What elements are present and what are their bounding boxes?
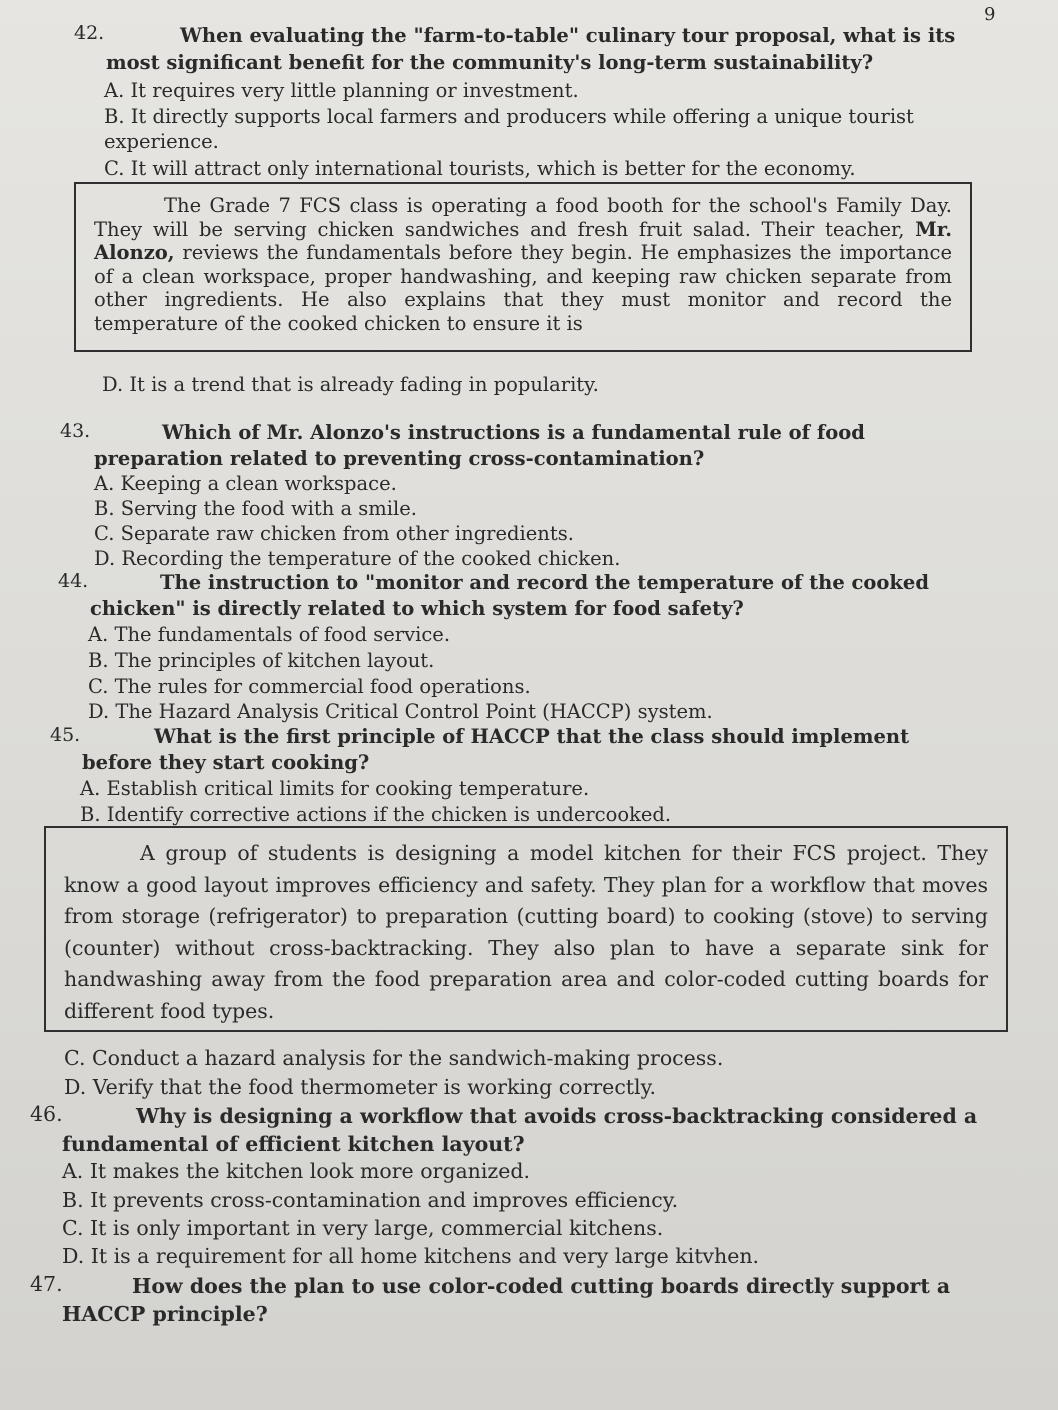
question-46-option-a: A. It makes the kitchen look more organized. — [62, 1159, 531, 1183]
question-45-number: 45. — [50, 724, 81, 746]
question-46-number: 46. — [30, 1102, 63, 1126]
question-44-option-d: D. The Hazard Analysis Critical Control Point (HACCP) system. — [88, 700, 713, 723]
question-44-option-a: A. The fundamentals of food service. — [88, 623, 451, 646]
question-43-option-c: C. Separate raw chicken from other ingredients. — [94, 522, 574, 545]
question-46-option-c: C. It is only important in very large, commercial kitchens. — [62, 1216, 664, 1240]
question-43-option-b: B. Serving the food with a smile. — [94, 497, 418, 520]
question-46-option-b: B. It prevents cross-contamination and improves efficiency. — [62, 1188, 679, 1212]
question-43-option-d: D. Recording the temperature of the cooked chicken. — [94, 547, 621, 570]
question-44-text: The instruction to "monitor and record the temperature of the cooked chicken" is directly related to which system for food safety? — [90, 571, 929, 620]
question-44-number: 44. — [58, 570, 89, 592]
question-47-text: How does the plan to use color-coded cutting boards directly support a HACCP principle? — [62, 1274, 951, 1326]
question-44-option-b: B. The principles of kitchen layout. — [88, 649, 435, 672]
question-45-option-a: A. Establish critical limits for cooking temperature. — [80, 777, 590, 800]
question-45-option-c: C. Conduct a hazard analysis for the sandwich-making process. — [64, 1046, 724, 1070]
scenario-2-text: A group of students is designing a model kitchen for their FCS project. They know a good layout improves efficiency and safety. They plan for a workflow that moves from storage (refrigerator) to preparation (cutting board) to cooking (stove) to serving (counter) without cross-backtracking. They also plan to have a separate sink for handwashing away from the food preparation area and color-coded cutting boards for different food types. — [64, 841, 988, 1023]
question-43-option-a: A. Keeping a clean workspace. — [94, 472, 397, 495]
question-42-option-c: C. It will attract only international tourists, which is better for the economy. — [104, 157, 856, 180]
question-42-text: When evaluating the "farm-to-table" culinary tour proposal, what is its most significant benefit for the community's long-term sustainability? — [106, 24, 956, 74]
scenario-box-food-booth — [74, 182, 972, 352]
page-number: 9 — [984, 4, 996, 25]
question-47-number: 47. — [30, 1272, 63, 1296]
question-46-option-d: D. It is a requirement for all home kitchens and very large kitvhen. — [62, 1244, 760, 1268]
question-45-option-d: D. Verify that the food thermometer is working correctly. — [64, 1075, 656, 1099]
question-42-number: 42. — [74, 22, 105, 44]
question-45-option-b: B. Identify corrective actions if the chicken is undercooked. — [80, 803, 672, 826]
question-46-text: Why is designing a workflow that avoids cross-backtracking considered a fundamental of efficient kitchen layout? — [62, 1104, 978, 1156]
question-42-option-a: A. It requires very little planning or investment. — [104, 79, 579, 102]
question-45-text: What is the first principle of HACCP that the class should implement before they start cooking? — [82, 725, 910, 774]
scenario-1-teacher-name: Mr. Alonzo, — [94, 217, 953, 264]
question-42-option-b: B. It directly supports local farmers and producers while offering a unique tourist experience. — [104, 105, 914, 153]
question-43-number: 43. — [60, 420, 91, 442]
question-44-option-c: C. The rules for commercial food operations. — [88, 675, 531, 698]
question-43-text: Which of Mr. Alonzo's instructions is a fundamental rule of food preparation related to preventing cross-contamination? — [94, 421, 865, 470]
scenario-box-model-kitchen — [44, 826, 1008, 1032]
scenario-1-text-after: reviews the fundamentals before they begin. He emphasizes the importance of a clean workspace, proper handwashing, and keeping raw chicken separate from other ingredients. He also explains that they must monitor and record the temperature of the cooked chicken to ensure it is — [94, 241, 952, 335]
question-42-option-d: D. It is a trend that is already fading in popularity. — [102, 373, 599, 396]
scenario-1-text-before: The Grade 7 FCS class is operating a food booth for the school's Family Day. They will be serving chicken sandwiches and fresh fruit salad. Their teacher, — [94, 194, 952, 241]
